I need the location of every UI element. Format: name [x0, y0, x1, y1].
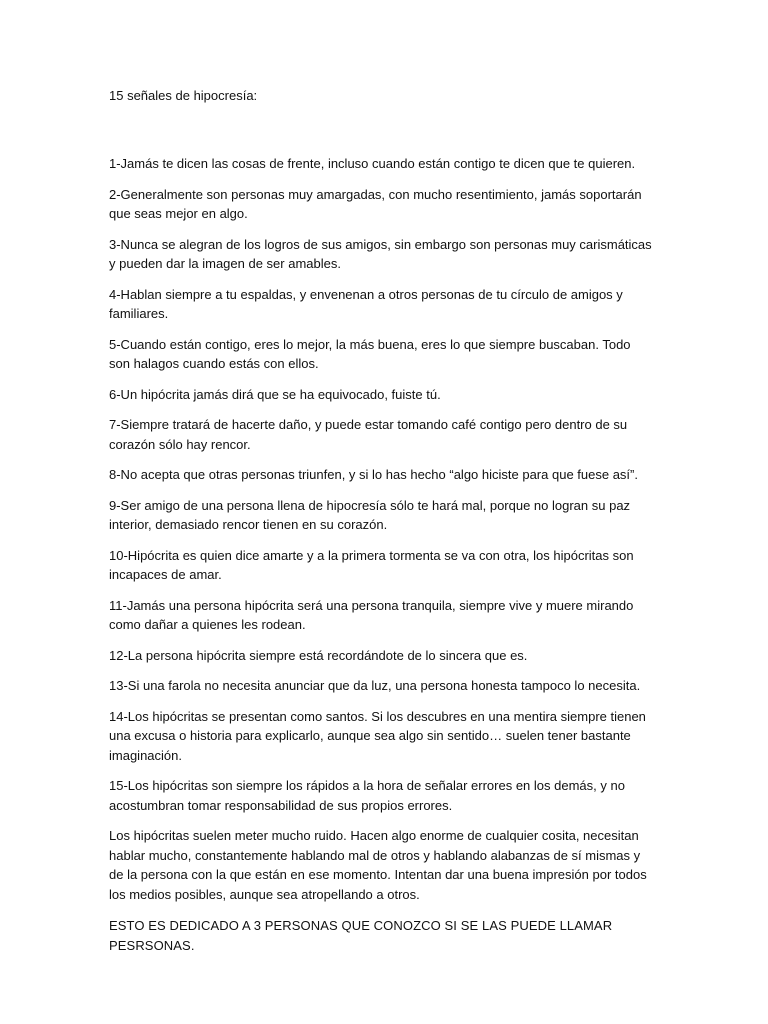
paragraph-item-8: 8-No acepta que otras personas triunfen, y si lo has hecho “algo hiciste para que fuese así”.: [109, 467, 638, 482]
paragraph-item-5: 5-Cuando están contigo, eres lo mejor, la más buena, eres lo que siempre buscaban. Todo son halagos cuando estás con ellos.: [109, 336, 631, 371]
document-title: 15 señales de hipocresía:: [109, 88, 258, 103]
paragraph-summary: Los hipócritas suelen meter mucho ruido. Hacen algo enorme de cualquier cosita, necesitan hablar mucho, constantemente hablando mal de otros y hablando alabanzas de sí mismas y de la persona con la que están en ese momento. Intentan dar una buena impresión por todos los medios posibles, aunque sea atropellando a otros.: [109, 828, 647, 902]
paragraph-item-12: 12-La persona hipócrita siempre está recordándote de lo sincera que es.: [109, 647, 528, 663]
paragraph-item-13: 13-Si una farola no necesita anunciar que da luz, una persona honesta tampoco lo necesita.: [109, 678, 641, 693]
paragraph-item-6: 6-Un hipócrita jamás dirá que se ha equivocado, fuiste tú.: [109, 386, 441, 402]
paragraph-item-15: 15-Los hipócritas son siempre los rápidos a la hora de señalar errores en los demás, y no acostumbran tomar responsabilidad de sus propios errores.: [109, 778, 625, 813]
paragraph-item-9: 9-Ser amigo de una persona llena de hipocresía sólo te hará mal, porque no logran su paz interior, demasiado rencor tienen en su corazón.: [109, 497, 631, 532]
paragraph-item-2: 2-Generalmente son personas muy amargadas, con mucho resentimiento, jamás soportarán que seas mejor en algo.: [109, 186, 642, 221]
paragraph-item-11: 11-Jamás una persona hipócrita será una persona tranquila, siempre vive y muere mirando como dañar a quienes les rodean.: [109, 597, 634, 632]
paragraph-item-4: 4-Hablan siempre a tu espaldas, y envenenan a otros personas de tu círculo de amigos y familiares.: [109, 286, 623, 321]
paragraph-item-3: 3-Nunca se alegran de los logros de sus amigos, sin embargo son personas muy carismáticas y pueden dar la imagen de ser amables.: [109, 236, 652, 271]
paragraph-item-14: 14-Los hipócritas se presentan como santos. Si los descubres en una mentira siempre tienen una excusa o historia para explicarlo, aunque sea algo sin sentido… suelen tener bastante imaginación.: [109, 708, 646, 763]
closing-dedication: ESTO ES DEDICADO A 3 PERSONAS QUE CONOZCO SI SE LAS PUEDE LLAMAR PESRSONAS.: [109, 918, 613, 953]
paragraph-item-10: 10-Hipócrita es quien dice amarte y a la primera tormenta se va con otra, los hipócritas son incapaces de amar.: [109, 547, 634, 582]
paragraph-item-7: 7-Siempre tratará de hacerte daño, y puede estar tomando café contigo pero dentro de su corazón sólo hay rencor.: [109, 417, 628, 452]
paragraph-item-1: 1-Jamás te dicen las cosas de frente, incluso cuando están contigo te dicen que te quieren.: [109, 156, 636, 171]
document-body: [109, 86, 654, 955]
